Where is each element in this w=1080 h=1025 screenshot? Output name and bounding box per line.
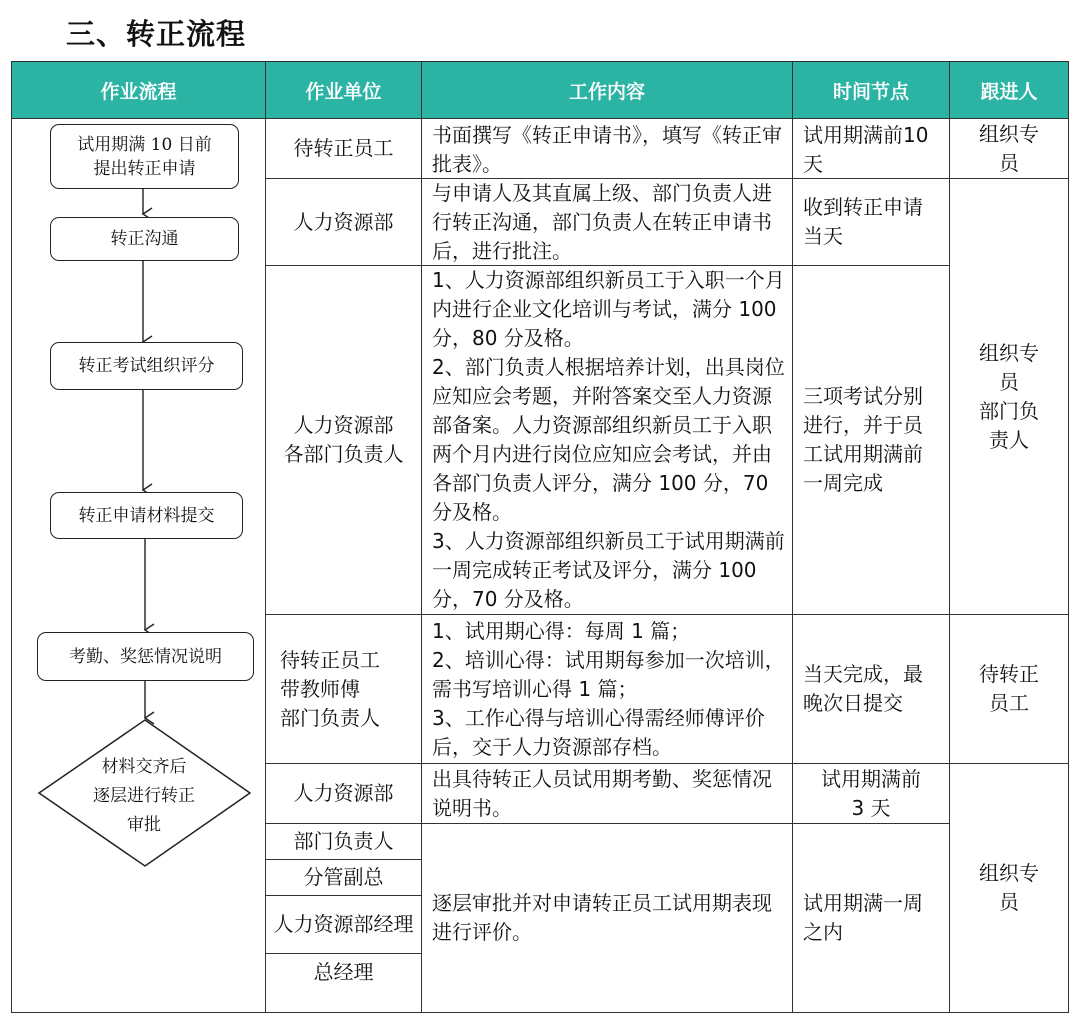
r6-unit-b: 分管副总: [303, 865, 384, 889]
r4-unit-line3: 部门负责人: [280, 705, 380, 730]
r5r6-follower: 组织专员: [979, 861, 1039, 914]
r4-unit-line2: 带教师傅: [280, 676, 360, 701]
r3-time: 三项考试分别进行，并于员工试用期满前一周完成: [803, 384, 923, 495]
r6-unit-a: 部门负责人: [293, 829, 394, 853]
r3-content-p2: 2、部门负责人根据培养计划，出具岗位应知应会考题，并附答案交至人力资源部备案。人力资源部组织新员工于入职两个月内进行岗位应知应会考试，并由各部门负责人评分，满分 100 分，70 分及格。: [432, 355, 785, 524]
r3-follower-line1: 组织专员: [979, 340, 1039, 394]
flow-step-exam: 转正考试组织评分: [50, 342, 243, 390]
header-flow: 作业流程: [12, 62, 265, 118]
page-title: 三、转正流程: [66, 17, 247, 51]
r3-content-p3: 3、人力资源部组织新员工于试用期满前一周完成转正考试及评分，满分 100 分，70 分及格。: [432, 529, 785, 611]
r6-unit-c: 人力资源部经理: [273, 912, 414, 936]
r4-content-p1: 1、试用期心得：每周 1 篇；: [432, 619, 691, 643]
r6-unit-d: 总经理: [313, 960, 374, 984]
flow-step-approval-line1: 材料交齐后: [101, 757, 187, 777]
r4-content-p3: 3、工作心得与培训心得需经师傅评价后，交于人力资源部存档。: [432, 706, 765, 759]
r5-content: 出具待转正人员试用期考勤、奖惩情况说明书。: [432, 767, 772, 820]
header-content: 工作内容: [422, 62, 792, 118]
r3-unit-line1: 人力资源部: [293, 413, 394, 437]
flow-step-apply-line1: 试用期满 10 日前: [77, 134, 212, 155]
r4-follower: 待转正员工: [979, 662, 1039, 715]
flow-step-apply-line2: 提出转正申请: [93, 158, 196, 179]
r3-content: [422, 266, 792, 614]
r4-unit: [266, 615, 421, 763]
r5-time-line2: 3 天: [851, 795, 891, 820]
r2r3-follower: [950, 179, 1068, 614]
header-follower: 跟进人: [950, 62, 1068, 118]
r3-follower-line2: 部门负责人: [979, 398, 1039, 452]
r4-content: [422, 615, 792, 763]
flow-step-attendance: 考勤、奖惩情况说明: [37, 632, 254, 681]
r1-time: 试用期满前10 天: [803, 123, 929, 176]
r2-unit: 人力资源部: [293, 209, 394, 234]
flow-step-approval-line2: 逐层进行转正: [93, 786, 195, 806]
flow-step-approval-line3: 审批: [127, 815, 161, 835]
flow-step-apply: [50, 124, 239, 189]
r3-unit-line2: 各部门负责人: [283, 442, 404, 466]
r5-time: [793, 764, 949, 823]
flow-step-communicate: 转正沟通: [50, 217, 239, 261]
r4-content-p2: 2、培训心得：试用期每参加一次培训，需书写培训心得 1 篇；: [432, 648, 785, 701]
r2-content: 与申请人及其直属上级、部门负责人进行转正沟通，部门负责人在转正申请书后，进行批注。: [432, 180, 772, 263]
r3-unit: [266, 266, 421, 614]
header-unit: 作业单位: [266, 62, 421, 118]
r6-time: 试用期满一周之内: [803, 891, 923, 944]
r2-time: 收到转正申请当天: [803, 195, 923, 248]
header-time: 时间节点: [793, 62, 949, 118]
r3-content-p1: 1、人力资源部组织新员工于入职一个月内进行企业文化培训与考试，满分 100 分，80 分及格。: [432, 268, 785, 350]
r6-content: 逐层审批并对申请转正员工试用期表现进行评价。: [432, 891, 772, 944]
r4-unit-line1: 待转正员工: [280, 647, 380, 672]
r1-unit: 待转正员工: [293, 136, 394, 160]
r5-time-line1: 试用期满前: [821, 766, 921, 791]
r1-follower: 组织专员: [979, 121, 1039, 175]
r5-unit: 人力资源部: [293, 781, 394, 805]
r4-time: 当天完成，最晚次日提交: [803, 662, 923, 715]
flow-step-submit: 转正申请材料提交: [50, 492, 243, 539]
flow-step-approval: [60, 753, 228, 840]
r1-content: 书面撰写《转正申请书》，填写《转正审批表》。: [432, 123, 782, 176]
